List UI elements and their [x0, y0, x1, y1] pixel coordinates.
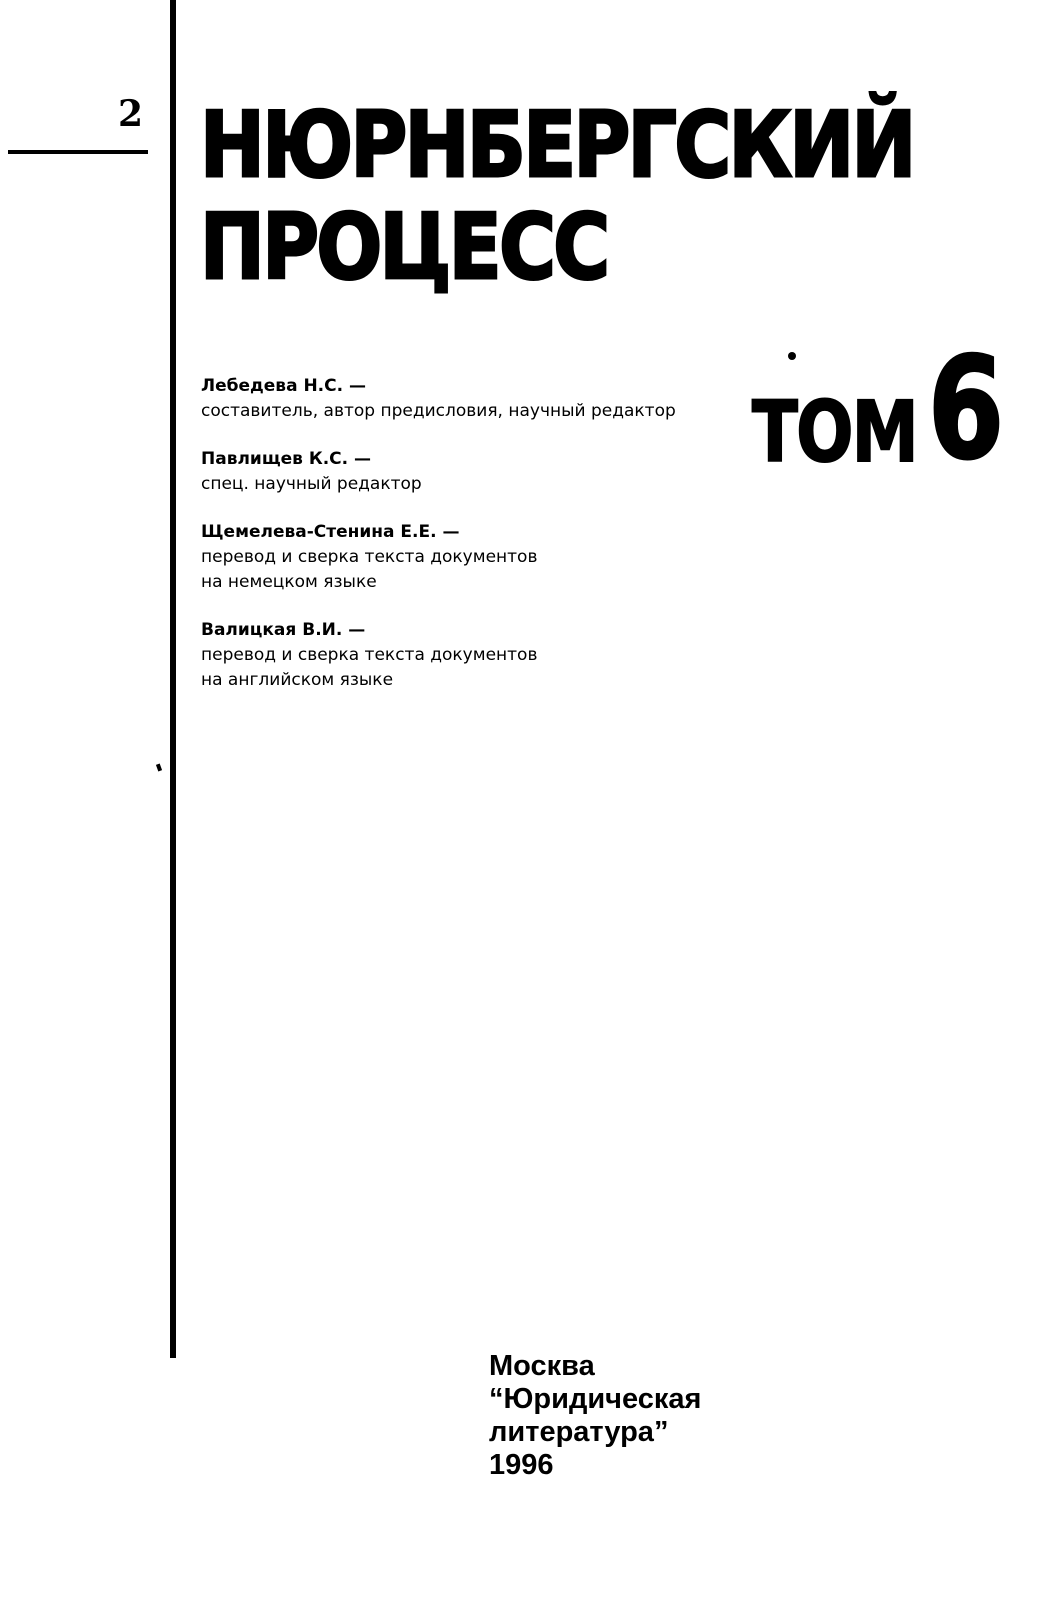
credit-name: Валицкая В.И. — — [201, 620, 366, 640]
volume-label — [752, 328, 1052, 491]
volume-dot — [788, 352, 796, 360]
print-speck — [156, 764, 162, 772]
credits-list — [201, 374, 761, 716]
volume-number: 6 — [928, 328, 1004, 491]
volume-word: ТОМ — [752, 383, 918, 481]
page-number: 2 — [118, 93, 144, 135]
imprint-year: 1996 — [489, 1449, 554, 1481]
credit-entry — [201, 447, 761, 497]
credit-entry — [201, 374, 761, 424]
vertical-rule — [170, 0, 176, 1358]
credit-role: перевод и сверка текста документов на английском языке — [201, 645, 538, 690]
credit-name: Щемелева-Стенина Е.Е. — — [201, 522, 460, 542]
credit-name: Лебедева Н.С. — — [201, 376, 366, 396]
imprint-publisher-line-1: “Юридическая — [489, 1383, 702, 1415]
credit-role: спец. научный редактор — [201, 474, 422, 494]
credit-name: Павлищев К.С. — — [201, 449, 372, 469]
imprint — [489, 1350, 701, 1482]
book-title — [200, 95, 914, 299]
book-title-line-1: НЮРНБЕРГСКИЙ — [200, 93, 914, 198]
imprint-city: Москва — [489, 1350, 595, 1382]
book-title-line-2: ПРОЦЕСС — [200, 195, 608, 300]
page-number-rule — [8, 150, 148, 154]
credit-entry — [201, 520, 761, 595]
credit-entry — [201, 618, 761, 693]
credit-role: составитель, автор предисловия, научный редактор — [201, 401, 676, 421]
imprint-publisher-line-2: литература” — [489, 1416, 669, 1448]
credit-role: перевод и сверка текста документов на немецком языке — [201, 547, 538, 592]
